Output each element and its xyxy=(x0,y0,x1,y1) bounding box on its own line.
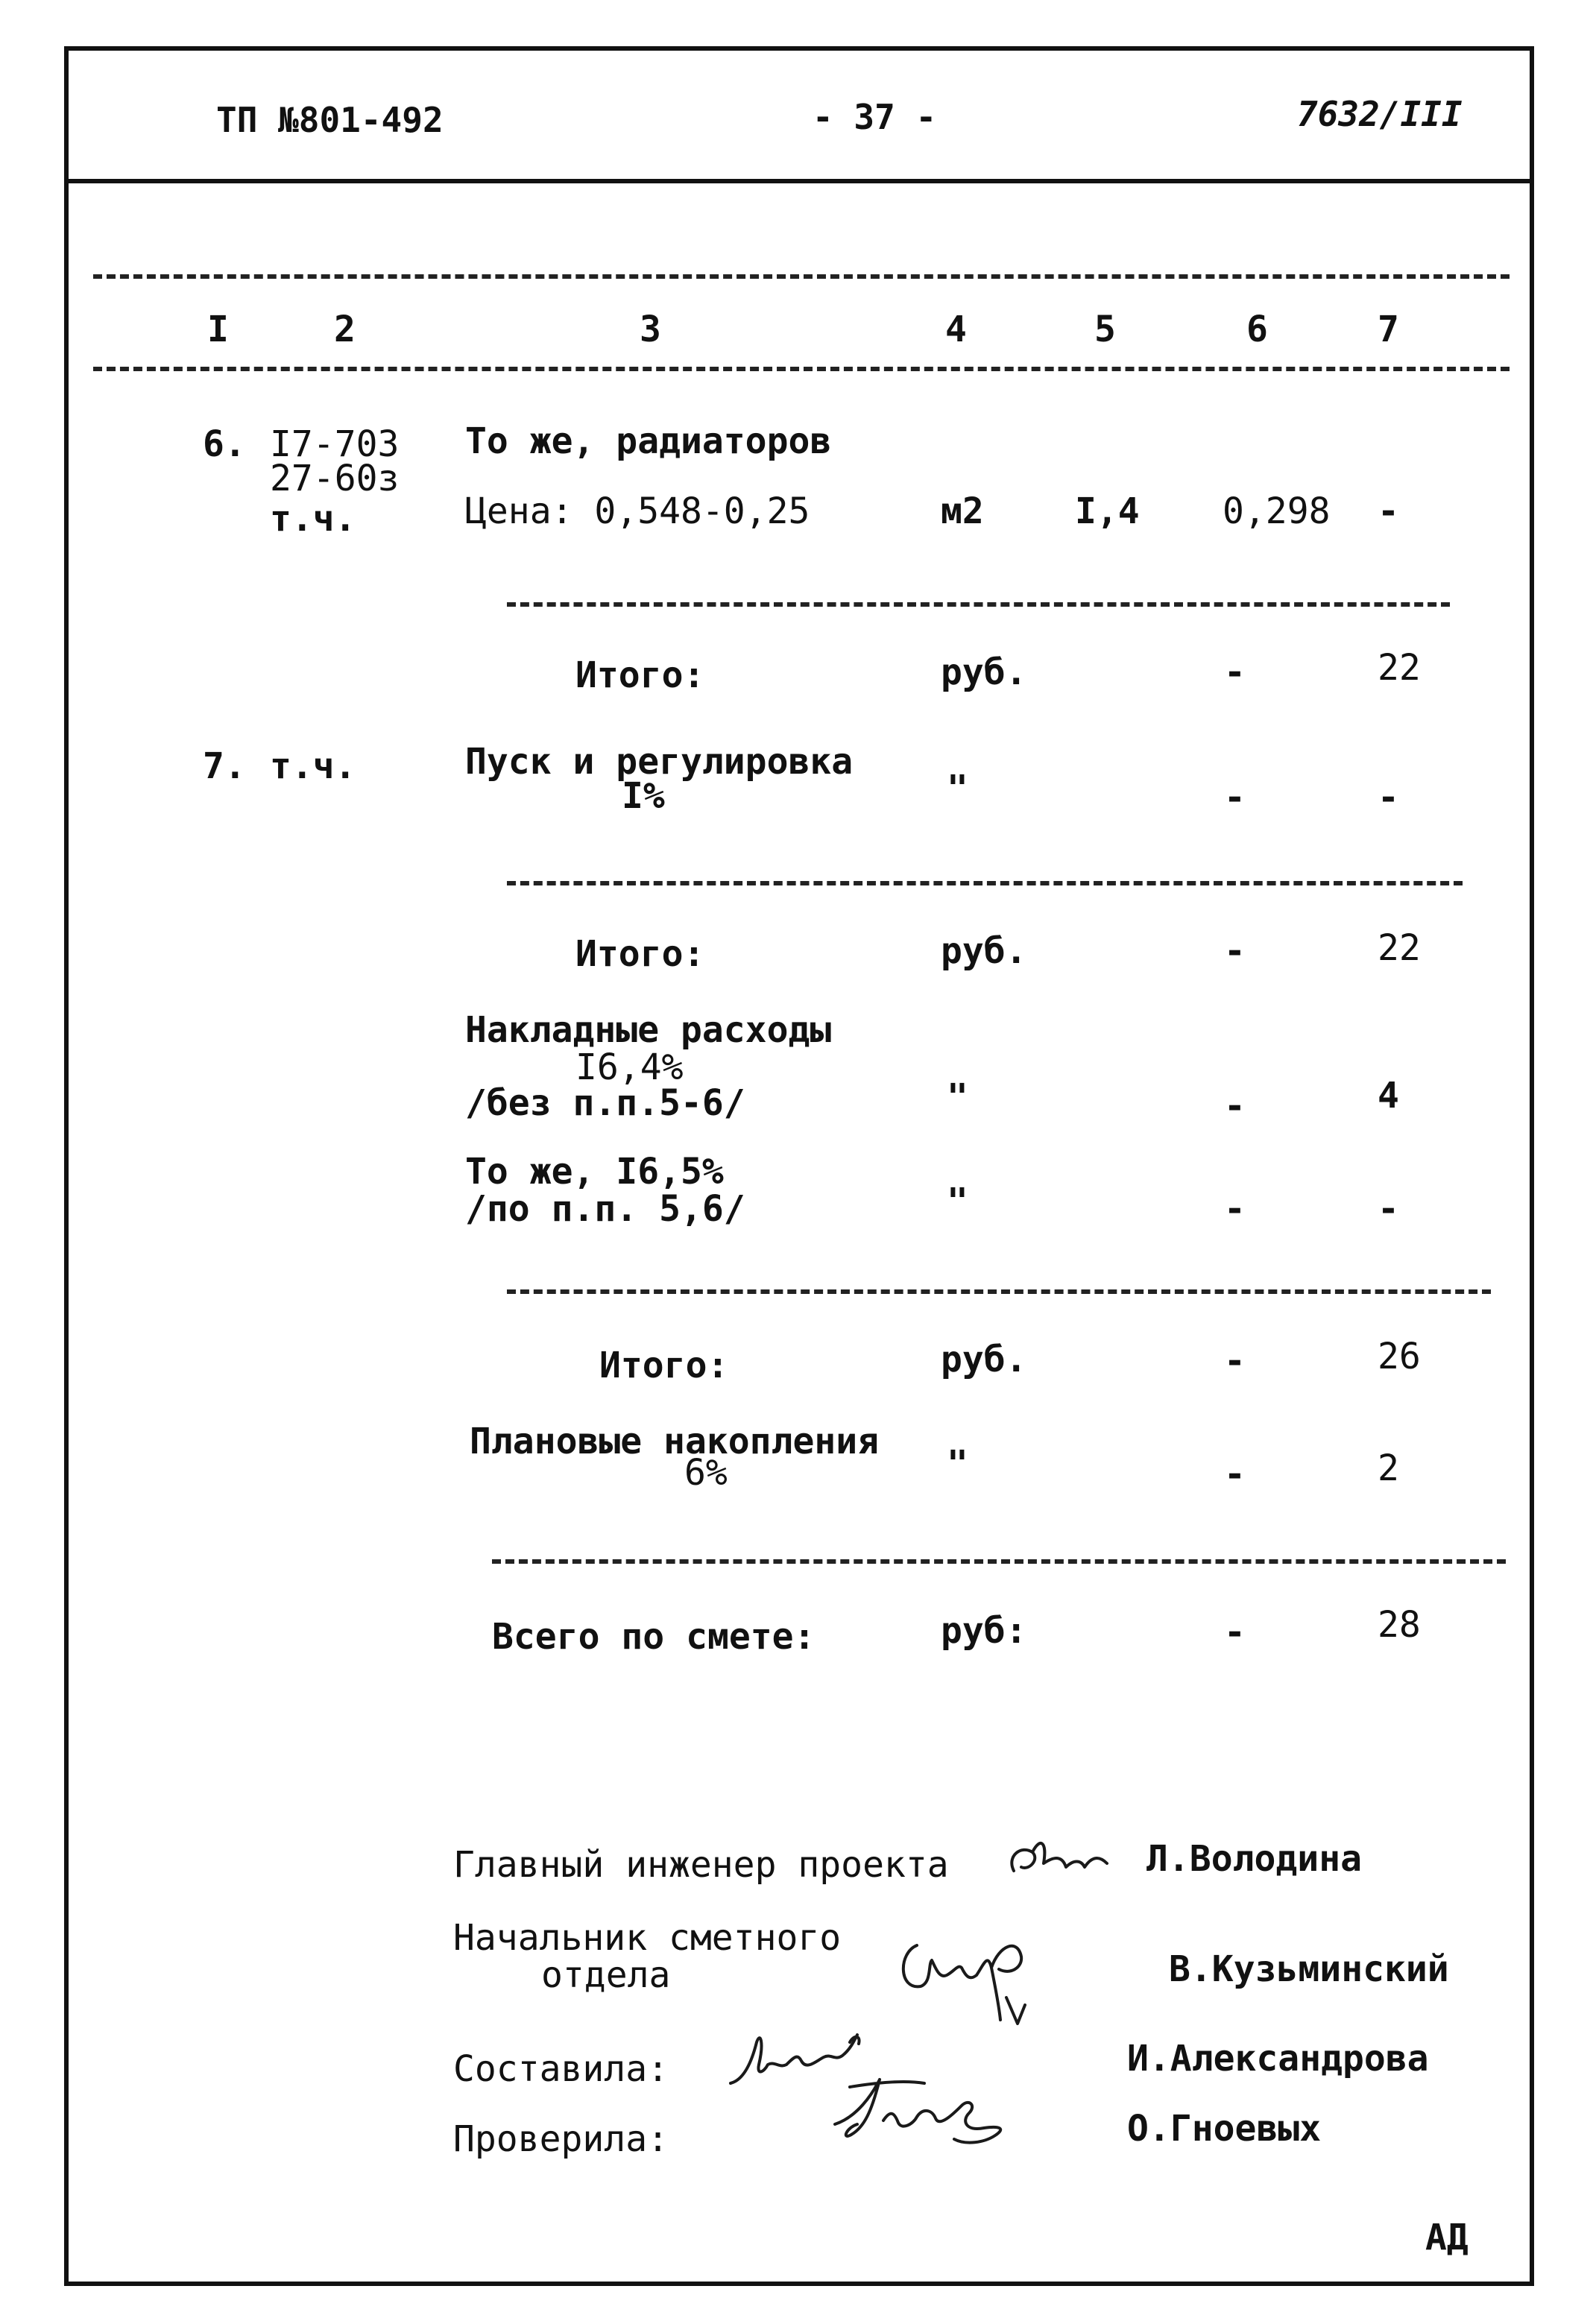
overhead-2-line-2: /по п.п. 5,6/ xyxy=(465,1188,745,1230)
overhead-1-line-3: /без п.п.5-6/ xyxy=(465,1082,745,1124)
grand-total-col6: - xyxy=(1224,1611,1246,1653)
footer-mark: АД xyxy=(1425,2217,1469,2258)
item-7-unit: " xyxy=(947,768,968,809)
checked-signature xyxy=(820,2065,1044,2154)
subtotal-1-label: Итого: xyxy=(575,654,705,696)
column-header-1: I xyxy=(207,309,229,350)
dashed-rule xyxy=(507,1289,1491,1294)
estimate-head-title-line-2: отдела xyxy=(541,1954,671,1996)
subtotal-2-col7: 22 xyxy=(1378,927,1421,969)
planned-line-2: 6% xyxy=(684,1452,728,1494)
checked-name: О.Гноевых xyxy=(1127,2108,1322,2150)
compiled-name: И.Александрова xyxy=(1127,2038,1429,2080)
planned-col7: 2 xyxy=(1378,1447,1399,1489)
estimate-head-name: В.Кузьминский xyxy=(1169,1948,1449,1990)
column-header-3: 3 xyxy=(640,309,661,350)
subtotal-3-unit: руб. xyxy=(941,1339,1027,1380)
item-6-unit: м2 xyxy=(941,490,984,532)
subtotal-1-col6: - xyxy=(1224,651,1246,693)
grand-total-unit: руб: xyxy=(941,1610,1027,1652)
subtotal-1-unit: руб. xyxy=(941,651,1027,693)
header-divider xyxy=(64,179,1534,183)
estimate-head-signature xyxy=(887,1923,1051,2035)
overhead-1-line-2: I6,4% xyxy=(575,1046,684,1088)
item-7-code: т.ч. xyxy=(270,745,356,787)
dashed-rule xyxy=(93,274,1510,279)
subtotal-3-col6: - xyxy=(1224,1340,1246,1382)
grand-total-col7: 28 xyxy=(1378,1604,1421,1646)
item-6-code-1: I7-703 xyxy=(270,423,400,465)
item-7-title: Пуск и регулировка xyxy=(465,741,854,783)
dashed-rule xyxy=(492,1559,1506,1564)
dashed-rule xyxy=(507,602,1450,607)
overhead-1-col7: 4 xyxy=(1378,1075,1399,1117)
dashed-rule xyxy=(507,881,1463,885)
column-header-5: 5 xyxy=(1094,309,1116,350)
overhead-1-line-1: Накладные расходы xyxy=(465,1009,832,1051)
item-6-number: 6. xyxy=(203,423,246,465)
doc-code: ТП №801-492 xyxy=(216,100,444,140)
overhead-2-line-1: То же, I6,5% xyxy=(465,1151,724,1193)
estimate-head-title-line-1: Начальник сметного xyxy=(453,1917,842,1959)
chief-engineer-name: Л.Володина xyxy=(1146,1838,1362,1880)
item-7-col6: - xyxy=(1224,777,1246,818)
item-6-cost: 0,298 xyxy=(1223,490,1331,532)
chief-engineer-signature xyxy=(999,1834,1118,1886)
item-7-percent: I% xyxy=(622,775,665,817)
grand-total-label: Всего по смете: xyxy=(492,1616,816,1658)
item-6-qty: I,4 xyxy=(1075,490,1140,532)
subtotal-2-label: Итого: xyxy=(575,933,705,975)
subtotal-3-label: Итого: xyxy=(599,1345,729,1386)
overhead-1-col6: - xyxy=(1224,1085,1246,1127)
subtotal-3-col7: 26 xyxy=(1378,1336,1421,1377)
item-6-code-3: т.ч. xyxy=(270,498,356,540)
sheet-ref: 7632/III xyxy=(1297,94,1463,134)
item-6-total: - xyxy=(1378,490,1399,532)
subtotal-1-col7: 22 xyxy=(1378,647,1421,689)
planned-unit: " xyxy=(947,1443,968,1485)
item-7-number: 7. xyxy=(203,745,246,787)
overhead-2-col6: - xyxy=(1224,1188,1246,1230)
column-header-2: 2 xyxy=(334,309,356,350)
overhead-2-unit: " xyxy=(947,1181,968,1222)
column-header-6: 6 xyxy=(1246,309,1268,350)
overhead-2-col7: - xyxy=(1378,1188,1399,1230)
checked-title: Проверила: xyxy=(453,2118,669,2160)
compiled-title: Составила: xyxy=(453,2048,669,2090)
column-header-4: 4 xyxy=(945,309,967,350)
planned-col6: - xyxy=(1224,1453,1246,1495)
subtotal-2-col6: - xyxy=(1224,930,1246,972)
item-7-col7: - xyxy=(1378,777,1399,818)
page-number: - 37 - xyxy=(813,97,937,137)
chief-engineer-title: Главный инженер проекта xyxy=(453,1844,949,1886)
dashed-rule xyxy=(93,367,1510,371)
column-header-7: 7 xyxy=(1378,309,1399,350)
item-6-code-2: 27-60з xyxy=(270,458,400,499)
subtotal-2-unit: руб. xyxy=(941,930,1027,972)
planned-line-1: Плановые накопления xyxy=(470,1421,880,1462)
overhead-1-unit: " xyxy=(947,1076,968,1118)
item-6-price: Цена: 0,548-0,25 xyxy=(465,490,810,532)
item-6-title: То же, радиаторов xyxy=(465,420,832,462)
